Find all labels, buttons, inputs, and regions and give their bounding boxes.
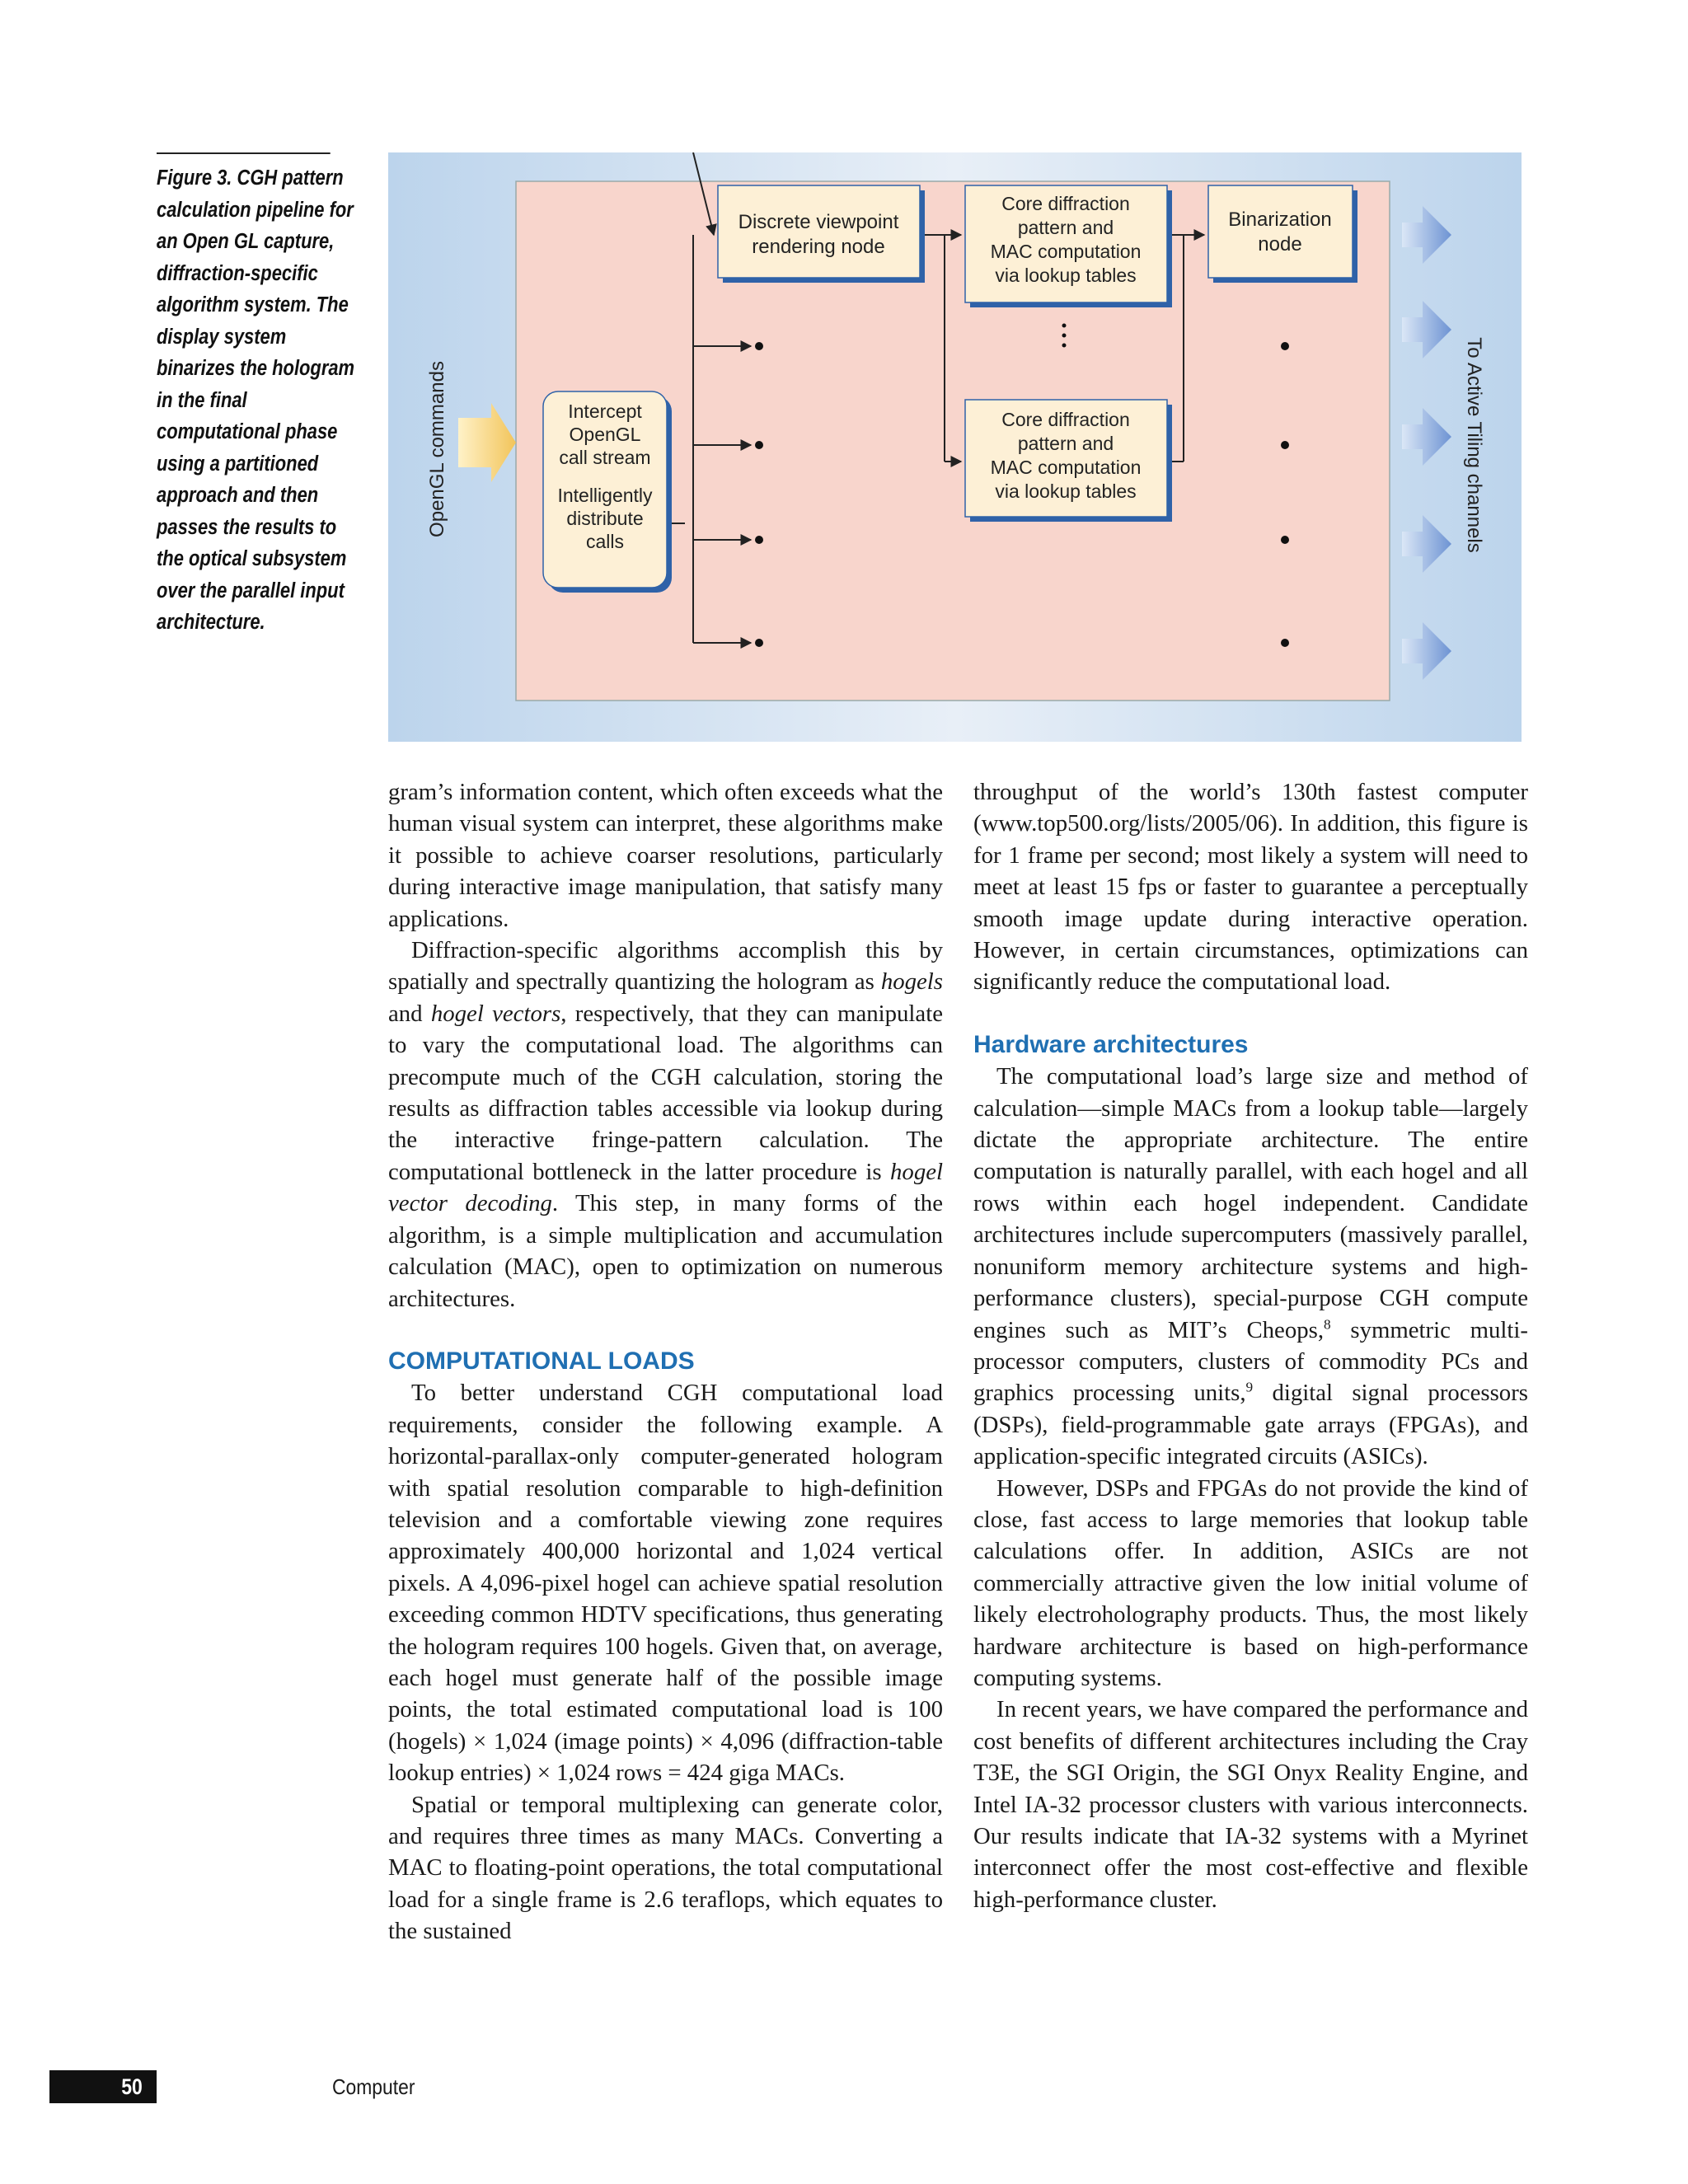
- intercept-line: OpenGL: [569, 424, 641, 445]
- intercept-line: calls: [585, 531, 625, 552]
- section-heading: Hardware architectures: [973, 1030, 1249, 1058]
- core-line: Core diffraction: [1001, 193, 1130, 214]
- term-hogels: hogels: [880, 968, 943, 996]
- viewpoint-rendering-box: [718, 185, 925, 283]
- core-line: Core diffraction: [1001, 409, 1130, 430]
- section-heading: COMPUTATIONAL LOADS: [388, 1347, 695, 1375]
- intercept-line: Intelligently: [557, 485, 653, 506]
- paragraph: However, DSPs and FPGAs do not provide the kind of close, fast access to large memories that lookup table calculations offer. In addition, ASICs are not commercially attractive given the low initial volume of likely electroholography products. Thus, the most likely hardware architecture is based on high-performance computing systems.: [973, 1474, 1528, 1691]
- text-run: digital signal processors (DSPs), field-programmable gate arrays (FPGAs), and application-specific integrated circuits (ASICs).: [973, 1380, 1528, 1470]
- paragraph: [388, 935, 943, 1315]
- pipeline-diagram: [388, 152, 1522, 742]
- page-number: 50: [121, 2074, 143, 2099]
- core-line: pattern and: [1017, 217, 1114, 238]
- intercept-line: call stream: [559, 447, 651, 468]
- text-run: symmetric multiprocessor computers, clusters of commodity PCs and graphics processing units,: [973, 1316, 1528, 1407]
- figure-caption-text: Figure 3. CGH pattern calculation pipeline for an Open GL capture, diffraction-specific algorithm system. The display system binarizes the hologram in the final computational phase using a partitioned approach and then passes the results to the optical subsystem over the parallel input architecture.: [157, 166, 355, 634]
- opengl-commands-label: OpenGL commands: [426, 361, 448, 537]
- paragraph: To better understand CGH computational load requirements, consider the following example. A horizontal-parallax-only computer-generated hologram with spatial resolution comparable to high-definition television and a comfortable viewing zone requires approximately 400,000 horizontal and 1,024 vertical pixels. A 4,096-pixel hogel can achieve spatial resolution exceeding common HDTV specifications, thus generating the hologram requires 100 hogels. Given that, on average, each hogel must generate half of the possible image points, the total estimated computational load is 100 (hogels) × 1,024 (image points) × 4,096 (diffraction-table lookup entries) × 1,024 rows = 424 giga MACs.: [388, 1380, 943, 1787]
- text-run: and: [388, 1000, 431, 1027]
- text-run: Diffraction-specific algorithms accomplish this by spatially and spectrally quantizing the hologram as: [388, 937, 943, 996]
- term-hogel-vectors: hogel vectors: [430, 1000, 561, 1027]
- text-run: , respectively, that they can manipulate to vary the computational load. The algorithms can precompute much of the CGH calculation, storing the results as diffraction tables accessible via lookup during the interactive fringe-pattern calculation. The computational bottleneck in the latter procedure is: [388, 1000, 943, 1185]
- viewpoint-line: rendering node: [752, 236, 885, 258]
- paragraph: In recent years, we have compared the performance and cost benefits of different architectures including the Cray T3E, the SGI Origin, the SGI Onyx Reality Engine, and Intel IA-32 processor clusters with various interconnects. Our results indicate that IA-32 systems with a Myrinet interconnect offer the most cost-effective and flexible high-performance cluster.: [973, 1696, 1528, 1913]
- paragraph: throughput of the world’s 130th fastest computer (www.top500.org/lists/2005/06). In addition, this figure is for 1 frame per second; most likely a system will need to meet at least 15 fps or faster to guarantee a perceptually smooth image update during interactive operation. However, in certain circumstances, optimizations can significantly reduce the computational load.: [973, 779, 1528, 996]
- core-line: MAC computation: [990, 241, 1142, 262]
- reference-link: 8: [1324, 1315, 1331, 1332]
- binarization-box: [1208, 185, 1357, 283]
- reference-link: 9: [1245, 1379, 1254, 1395]
- intercept-line: Intercept: [568, 401, 642, 422]
- left-column: [388, 776, 943, 1947]
- right-column: [973, 776, 1528, 1915]
- paragraph: Spatial or temporal multiplexing can generate color, and requires three times as many MACs. Converting a MAC to floating-point operations, the total computational load for a single frame is 2.6 teraflops, which equates to the sustained: [388, 1791, 943, 1945]
- core-line: pattern and: [1017, 433, 1114, 454]
- viewpoint-line: Discrete viewpoint: [738, 211, 899, 233]
- figure-caption: [157, 152, 355, 639]
- core-line: via lookup tables: [995, 265, 1137, 286]
- core-diffraction-box-1: [965, 185, 1172, 307]
- binarization-line: Binarization: [1228, 209, 1332, 231]
- active-tiling-label: To Active Tiling channels: [1463, 337, 1485, 553]
- core-diffraction-box-2: [965, 400, 1172, 522]
- paragraph: [973, 1061, 1528, 1472]
- core-line: via lookup tables: [995, 480, 1137, 502]
- intercept-opengl-box: [543, 391, 672, 593]
- journal-name: Computer: [332, 2074, 415, 2099]
- text-run: The computational load’s large size and method of calculation—simple MACs from a lookup table—largely dictate the appropriate architecture. The entire computation is naturally parallel, with each hogel and all rows within each hogel independent. Candidate architectures include supercomputers (massively parallel, nonuniform memory architecture systems and high-performance clusters), special-purpose CGH compute engines such as MIT’s Cheops,: [973, 1063, 1528, 1343]
- intercept-line: distribute: [566, 508, 644, 529]
- core-line: MAC computation: [990, 457, 1142, 478]
- paragraph: gram’s information content, which often exceeds what the human visual system can interpret, these algorithms make it possible to achieve coarser resolutions, particularly during interactive image manipulation, that satisfy many applications.: [388, 779, 943, 932]
- text-run: . This step, in many forms of the algorithm, is a simple multiplication and accumulation calculation (MAC), open to optimization on numerous architectures.: [388, 1190, 943, 1312]
- term-hogel-vector-decoding: hogel vector decoding: [388, 1158, 943, 1217]
- binarization-line: node: [1258, 233, 1302, 255]
